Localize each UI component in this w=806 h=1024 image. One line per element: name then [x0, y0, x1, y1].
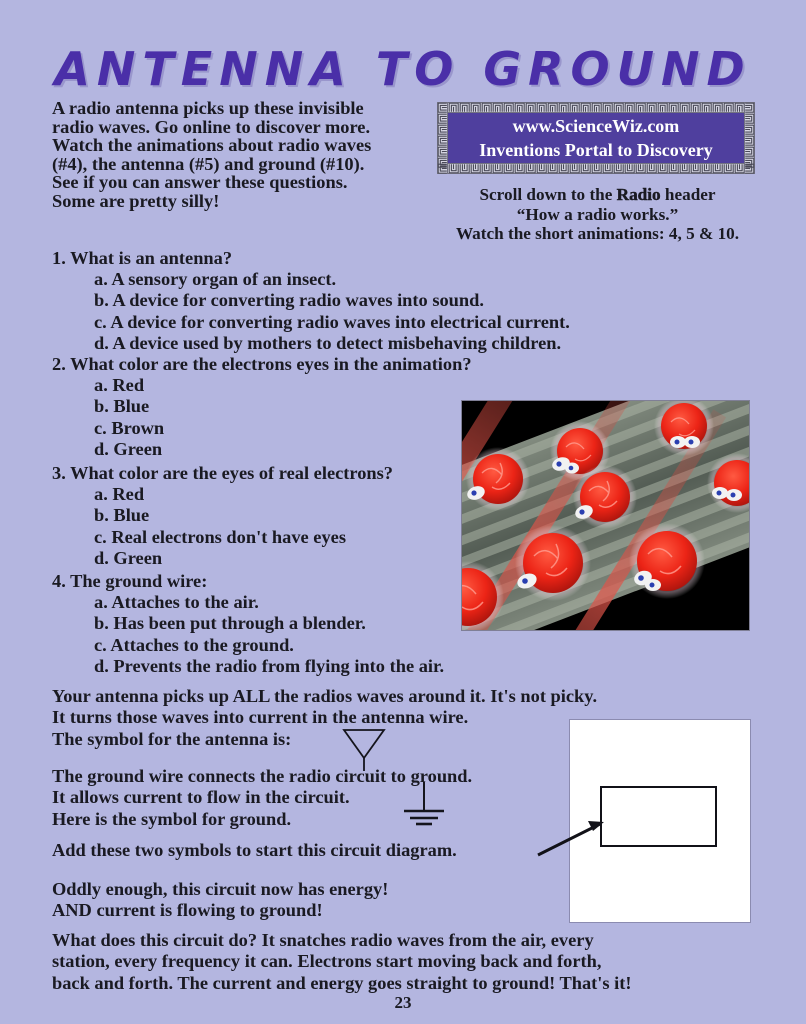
- greek-key-border-right: [744, 102, 755, 174]
- intro-line: Some are pretty silly!: [52, 190, 220, 211]
- energy-line: AND current is flowing to ground!: [52, 900, 323, 921]
- sciencewiz-inner-panel: [448, 113, 744, 163]
- question-2-heading: [52, 354, 752, 375]
- question-2-text: What color are the electrons eyes in the animation?: [70, 354, 472, 374]
- intro-line: Watch the animations about radio waves: [52, 135, 372, 156]
- closing-line: back and forth. The current and energy goes straight to ground! That's it!: [52, 972, 632, 993]
- question-3-option-b[interactable]: b. Blue: [94, 505, 150, 526]
- antenna-paragraph: [52, 686, 597, 750]
- closing-line: station, every frequency it can. Electrons start moving back and forth,: [52, 951, 602, 972]
- sciencewiz-instructions: [425, 185, 770, 244]
- greek-key-border-top: [437, 102, 755, 113]
- question-4-text: The ground wire:: [70, 571, 208, 591]
- intro-line: (#4), the antenna (#5) and ground (#10).: [52, 153, 365, 174]
- question-4-option-c[interactable]: c. Attaches to the ground.: [94, 634, 294, 655]
- greek-key-border-left: [437, 102, 448, 174]
- instruction-line-1: [425, 185, 770, 205]
- question-3-option-c[interactable]: c. Real electrons don't have eyes: [94, 526, 346, 547]
- intro-line: See if you can answer these questions.: [52, 172, 348, 193]
- energy-paragraph: [52, 879, 388, 922]
- energy-line: Oddly enough, this circuit now has energy!: [52, 879, 389, 899]
- question-1-heading: [52, 248, 752, 269]
- sciencewiz-url[interactable]: www.ScienceWiz.com: [512, 116, 680, 136]
- question-4-option-d[interactable]: d. Prevents the radio from flying into the air.: [94, 656, 445, 677]
- question-3-text: What color are the eyes of real electrons?: [70, 463, 394, 483]
- closing-paragraph: [52, 930, 632, 994]
- antenna-line: Your antenna picks up ALL the radios waves around it. It's not picky.: [52, 686, 598, 706]
- question-1: [52, 248, 752, 355]
- circuit-diagram-box[interactable]: [569, 719, 751, 923]
- ground-line: Here is the symbol for ground.: [52, 808, 292, 829]
- question-3-option-d[interactable]: d. Green: [94, 548, 163, 569]
- instruction-line-2: “How a radio works.”: [516, 204, 679, 224]
- ground-line: It allows current to flow in the circuit.: [52, 787, 350, 808]
- page-title: ANTENNA TO GROUND: [54, 42, 752, 96]
- question-3-option-a[interactable]: a. Red: [94, 484, 145, 504]
- circuit-component-rectangle: [600, 786, 717, 847]
- question-4-option-a[interactable]: a. Attaches to the air.: [94, 592, 259, 612]
- page-number: 23: [394, 993, 412, 1012]
- question-2-option-b[interactable]: b. Blue: [94, 396, 150, 417]
- electron-animation-image: [461, 400, 750, 631]
- question-4-number: 4.: [52, 571, 66, 591]
- add-symbols-line: Add these two symbols to start this circuit diagram.: [52, 840, 457, 860]
- question-1-option-a[interactable]: a. A sensory organ of an insect.: [94, 269, 337, 289]
- add-symbols-paragraph: [52, 840, 457, 861]
- question-2-option-a[interactable]: a. Red: [94, 375, 145, 395]
- ground-line: The ground wire connects the radio circuit to ground.: [52, 766, 473, 786]
- sciencewiz-tagline: Inventions Portal to Discovery: [479, 140, 713, 160]
- instruction-line-3: Watch the short animations: 4, 5 & 10.: [455, 224, 740, 244]
- ground-symbol-icon: [398, 780, 450, 828]
- radio-header-emphasis: Radio: [616, 185, 661, 204]
- sciencewiz-box[interactable]: [437, 102, 755, 174]
- question-2-option-d[interactable]: d. Green: [94, 439, 163, 460]
- intro-line: A radio antenna picks up these invisible: [52, 98, 364, 118]
- electron-illustration: [462, 401, 749, 630]
- question-1-option-c[interactable]: c. A device for converting radio waves into electrical current.: [94, 311, 570, 332]
- intro-line: radio waves. Go online to discover more.: [52, 116, 371, 137]
- greek-key-border-bottom: [437, 163, 755, 174]
- closing-line: What does this circuit do? It snatches radio waves from the air, every: [52, 930, 594, 950]
- antenna-line: The symbol for the antenna is:: [52, 728, 292, 749]
- antenna-line: It turns those waves into current in the antenna wire.: [52, 707, 469, 728]
- question-3-number: 3.: [52, 463, 66, 483]
- question-1-option-b[interactable]: b. A device for converting radio waves into sound.: [94, 290, 484, 311]
- question-1-text: What is an antenna?: [70, 248, 233, 268]
- question-4-option-b[interactable]: b. Has been put through a blender.: [94, 613, 366, 634]
- question-1-number: 1.: [52, 248, 66, 268]
- question-2-number: 2.: [52, 354, 66, 374]
- question-1-option-d[interactable]: d. A device used by mothers to detect misbehaving children.: [94, 333, 562, 354]
- intro-paragraph: [52, 99, 442, 211]
- question-2-option-c[interactable]: c. Brown: [94, 417, 165, 438]
- instruction-text-before: Scroll down to the: [479, 185, 617, 204]
- instruction-text-after: header: [660, 185, 716, 204]
